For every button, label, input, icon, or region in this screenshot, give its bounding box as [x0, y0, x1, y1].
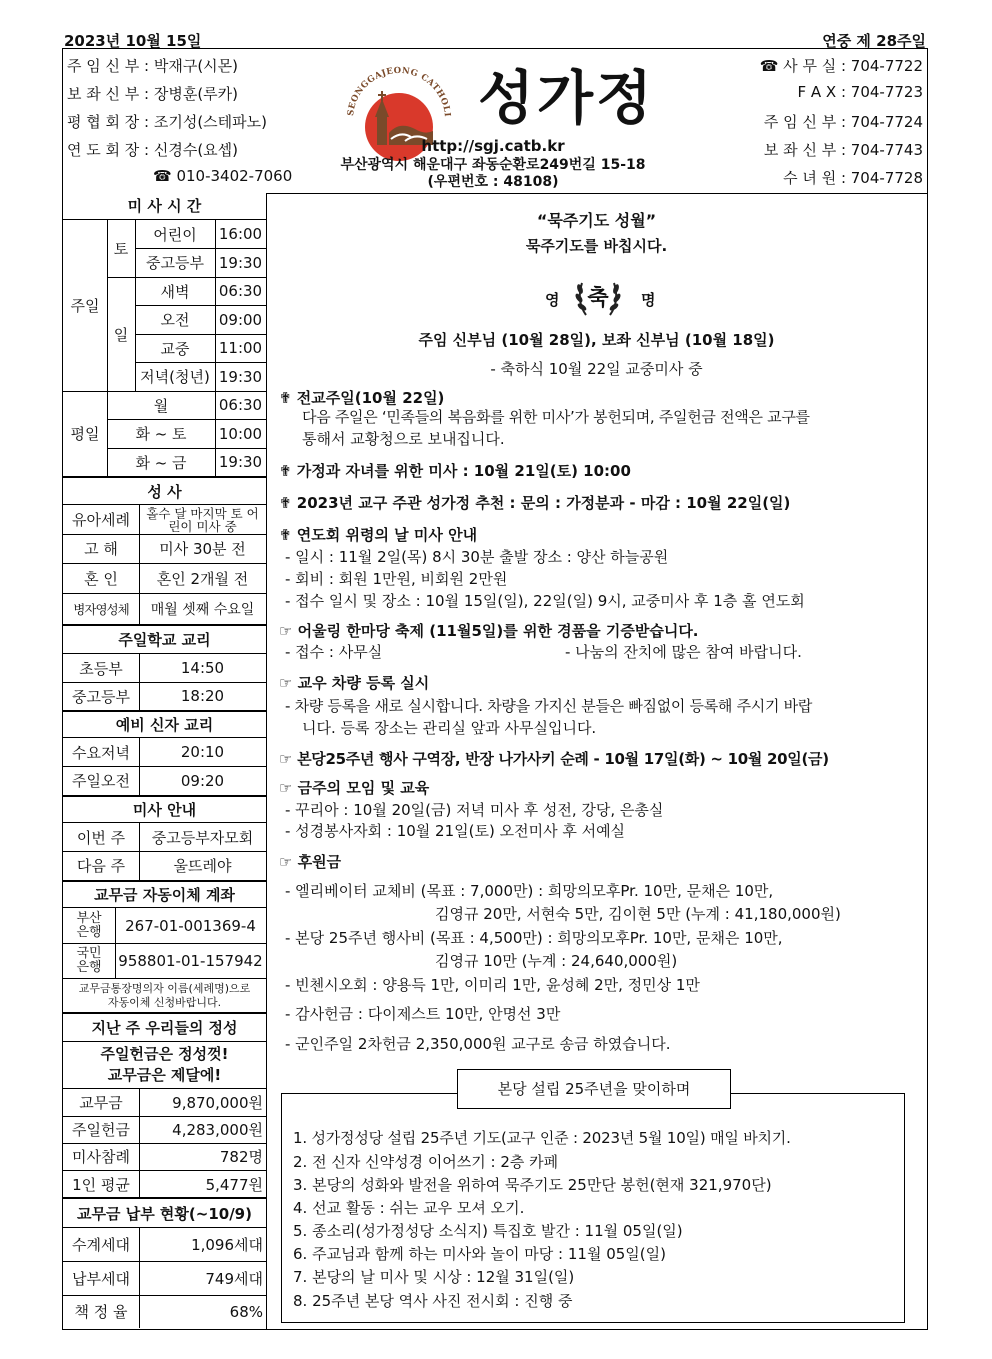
mass-name: 중고등부	[146, 254, 204, 272]
fax-number: F A X : 704-7723	[797, 83, 923, 101]
mass-name: 화 ~ 금	[135, 453, 187, 472]
notice-text: - 성경봉사자회 : 10월 21일(토) 오전미사 후 서예실	[285, 822, 626, 840]
dues-table	[63, 1228, 266, 1328]
class-name: 수요저녁	[72, 743, 130, 762]
dues-title: 교무금 납부 현황(~10/9)	[63, 1197, 266, 1228]
offering-title: 지난 주 우리들의 정성	[63, 1012, 266, 1042]
donation-line: - 빈첸시오회 : 양용득 1만, 이미리 1만, 윤성혜 2만, 정민상 1만	[285, 976, 700, 994]
sunday-school-title: 주일학교 교리	[63, 624, 266, 654]
offering-slogan	[63, 1042, 266, 1088]
account-note-line: 자동이체 신청바랍니다.	[107, 996, 222, 1009]
dues-value: 749세대	[205, 1269, 263, 1288]
notice-text: - 나눔의 잔치에 많은 참여 바랍니다.	[565, 643, 802, 661]
left-sidebar	[62, 193, 267, 1330]
feast-line: 주임 신부님 (10월 28일), 보좌 신부님 (10월 18일)	[418, 331, 775, 349]
offering-value: 782명	[219, 1148, 263, 1166]
church-address: 부산광역시 해운대구 좌동순환로249번길 15-18	[340, 157, 646, 173]
anniversary-item: 6. 주교님과 함께 하는 미사와 놀이 마당 : 11월 05일(일)	[293, 1245, 666, 1263]
notice-heading: ✟ 전교주일(10월 22일)	[279, 389, 445, 407]
mass-times-table	[63, 220, 266, 476]
anniversary-item: 1. 성가정성당 설립 25주년 기도(교구 인준 : 2023년 5월 10일) 매일 바치기.	[293, 1129, 791, 1147]
mass-name: 화 ~ 토	[135, 425, 187, 443]
mass-name: 월	[153, 396, 169, 415]
yeondo-president-line: 연 도 회 장 : 신경수(요셉)	[67, 141, 239, 159]
account-note	[63, 978, 266, 1012]
notice-heading: ✟ 2023년 교구 주관 성가정 추천 : 문의 : 가정분과 - 마감 : 10월 22일(일)	[279, 494, 791, 512]
assistant-pastor-line: 보 좌 신 부 : 장병훈(루카)	[67, 85, 239, 103]
offering-name: 교무금	[79, 1094, 123, 1112]
anniversary-item: 7. 본당의 날 미사 및 시상 : 12월 31일(일)	[293, 1268, 575, 1286]
bank-name: 국민 은행	[76, 945, 102, 975]
header	[62, 48, 928, 194]
notice-heading: ✟ 연도회 위령의 날 미사 안내	[279, 526, 478, 544]
notice-text: - 차량 등록을 새로 실시합니다. 차량을 가지신 분들은 빠짐없이 등록해 주시기 바랍	[285, 697, 813, 715]
council-president-line: 평 협 회 장 : 조기성(스테파노)	[67, 113, 267, 131]
account-number: 267-01-001369-4	[125, 916, 256, 935]
account-note-line: 교무금통장명의자 이름(세례명)으로	[78, 982, 251, 995]
slogan-line: 교무금은 제달에!	[107, 1066, 222, 1084]
class-name: 주일오전	[72, 772, 130, 790]
offering-value: 9,870,000원	[172, 1094, 263, 1112]
anniversary-item: 8. 25주년 본당 역사 사진 전시회 : 진행 중	[293, 1292, 573, 1310]
class-name: 초등부	[79, 659, 123, 678]
dues-name: 수계세대	[72, 1236, 130, 1254]
issue-date: 2023년 10월 15일	[64, 32, 202, 50]
church-title: 성가정	[478, 64, 656, 132]
offering-name: 1인 평균	[72, 1175, 130, 1194]
sacrament-name: 유아세례	[72, 511, 130, 529]
notice-text: - 접수 일시 및 장소 : 10월 15일(일), 22일(일) 9시, 교중미사 후 1층 홀 연도회	[285, 592, 805, 610]
class-time: 20:10	[180, 743, 225, 761]
offering-name: 주일헌금	[72, 1121, 130, 1139]
sacrament-name: 고 해	[84, 540, 118, 558]
dues-name: 책 정 율	[74, 1303, 128, 1321]
notice-heading: ☞ 어울링 한마당 축제 (11월5일)를 위한 경품을 기증받습니다.	[279, 622, 699, 640]
mass-name: 저녁(청년)	[140, 368, 210, 386]
mass-name: 교중	[160, 339, 190, 358]
donation-line: 김영규 20만, 서현숙 5만, 김이현 5만 (누계 : 41,180,000원)	[435, 905, 841, 923]
mass-name: 오전	[160, 311, 190, 329]
notice-text: 다음 주일은 ‘민족들의 복음화를 위한 미사’가 봉헌되며, 주일헌금 전액은 교구를	[302, 408, 810, 426]
mass-time: 19:30	[218, 253, 263, 272]
notice-heading: ✟ 가정과 자녀를 위한 미사 : 10월 21일(토) 10:00	[279, 462, 631, 480]
mass-time: 16:00	[218, 225, 263, 243]
sacrament-value: 미사 30분 전	[159, 540, 246, 558]
anniversary-title: 본당 설립 25주년을 맞이하며	[457, 1069, 731, 1109]
dues-value: 68%	[229, 1302, 263, 1321]
office-phone: ☎ 사 무 실 : 704-7722	[759, 57, 923, 75]
anniversary-item: 3. 본당의 성화와 발전을 위하여 묵주기도 25만단 봉헌(현재 321,970단)	[293, 1176, 772, 1194]
guide-group: 울뜨레야	[173, 857, 232, 875]
mass-time: 19:30	[218, 453, 263, 471]
weekday-label: 평일	[70, 425, 100, 443]
donation-line: - 본당 25주년 행사비 (목표 : 4,500만) : 희망의모후Pr. 10만, 문채은 10만,	[285, 929, 783, 947]
sacraments-table	[63, 505, 266, 624]
guide-week: 이번 주	[76, 828, 126, 847]
donation-line: 김영규 10만 (누계 : 24,640,000원)	[435, 952, 678, 970]
anniversary-item: 5. 종소리(성가정성당 소식지) 특집호 발간 : 11월 05일(일)	[293, 1222, 683, 1240]
sacraments-title: 성 사	[63, 476, 266, 505]
sunday-label: 주일	[70, 297, 100, 315]
notice-text: 통해서 교황청으로 보내집니다.	[302, 430, 505, 448]
feast-right: 명	[641, 291, 656, 309]
catechumen-table	[63, 738, 266, 795]
sacrament-value: 홀수 달 마지막 토 어린이 미사 중	[146, 505, 259, 534]
mass-time: 06:30	[218, 396, 263, 414]
notice-heading: ☞ 금주의 모임 및 교육	[279, 779, 430, 797]
donation-line: - 엘리베이터 교체비 (목표 : 7,000만) : 희망의모후Pr. 10만, 문채은 10만,	[285, 882, 774, 900]
feast-sub: - 축하식 10월 22일 교중미사 중	[490, 360, 703, 378]
notice-text: - 일시 : 11월 2일(목) 8시 30분 출발 장소 : 양산 하늘공원	[285, 548, 669, 566]
sacrament-value: 매월 셋째 수요일	[150, 601, 255, 618]
sacrament-name: 병자영성체	[73, 601, 129, 617]
sunday-school-table	[63, 654, 266, 710]
notice-text: - 꾸리아 : 10월 20일(금) 저녁 미사 후 성전, 강당, 은총실	[285, 801, 664, 819]
mass-guide-table	[63, 823, 266, 880]
mass-name: 어린이	[153, 225, 197, 244]
svg-text:SEONGGAJEONG CATHOLIC CHURCH: SEONGGAJEONG CATHOLI	[346, 65, 452, 118]
class-time: 14:50	[180, 659, 225, 677]
notice-heading: ☞ 교우 차량 등록 실시	[279, 674, 430, 692]
main-content	[267, 193, 928, 1330]
assistant-phone: 보 좌 신 부 : 704-7743	[763, 141, 923, 159]
anniversary-item: 2. 전 신자 신약성경 이어쓰기 : 2층 카페	[293, 1153, 559, 1171]
offering-value: 4,283,000원	[172, 1121, 263, 1139]
main-subheading: 묵주기도를 바칩시다.	[525, 237, 668, 255]
offering-name: 미사참례	[72, 1148, 130, 1166]
pastor-phone: 주 임 신 부 : 704-7724	[763, 113, 923, 131]
postal-code: (우편번호 : 48108)	[427, 174, 559, 190]
notice-heading: ☞ 본당25주년 행사 구역장, 반장 나가사키 순례 - 10월 17일(화) ~ 10월 20일(금)	[279, 750, 829, 768]
website-url[interactable]: http://sgj.catb.kr	[421, 137, 565, 155]
slogan-line: 주일헌금은 정성껏!	[100, 1045, 229, 1063]
mass-name: 새벽	[160, 282, 190, 301]
sacrament-value: 혼인 2개월 전	[156, 569, 249, 588]
offering-table	[63, 1088, 266, 1197]
notice-heading: ☞ 후원금	[279, 853, 342, 871]
anniversary-item: 4. 선교 활동 : 쉬는 교우 모셔 오기.	[293, 1199, 525, 1217]
notice-text: - 회비 : 회원 1만원, 비회원 2만원	[285, 570, 508, 588]
account-title: 교무금 자동이체 계좌	[63, 880, 266, 908]
account-table	[63, 908, 266, 978]
notice-text: - 접수 : 사무실	[285, 643, 383, 661]
mass-time: 10:00	[218, 424, 263, 443]
catechumen-title: 예비 신자 교리	[63, 710, 266, 738]
convent-phone: 수 녀 원 : 704-7728	[783, 169, 923, 187]
mass-time: 19:30	[218, 367, 263, 386]
class-name: 중고등부	[72, 687, 130, 706]
sunday-day-label: 일	[113, 325, 129, 344]
mass-times-title: 미 사 시 간	[63, 193, 266, 220]
bank-name: 부산 은행	[76, 910, 102, 940]
notice-text: 니다. 등록 장소는 관리실 앞과 사무실입니다.	[302, 719, 597, 737]
top-line	[62, 28, 928, 50]
dues-name: 납부세대	[72, 1269, 130, 1288]
main-heading: “묵주기도 성월”	[536, 211, 657, 230]
guide-week: 다음 주	[76, 857, 126, 875]
yeondo-phone: ☎ 010-3402-7060	[153, 167, 293, 185]
donation-line: - 감사헌금 : 다이제스트 10만, 안명선 3만	[285, 1005, 561, 1023]
class-time: 09:20	[180, 771, 225, 790]
mass-guide-title: 미사 안내	[63, 795, 266, 823]
class-time: 18:20	[180, 687, 225, 705]
pastor-line: 주 임 신 부 : 박재구(시몬)	[67, 57, 239, 75]
mass-time: 09:00	[218, 310, 263, 329]
feast-left: 영	[545, 291, 560, 309]
donation-line: - 군인주일 2차헌금 2,350,000원 교구로 송금 하였습니다.	[285, 1035, 671, 1053]
account-number: 958801-01-157942	[118, 951, 263, 970]
feast-mid: 축	[587, 286, 609, 311]
offering-value: 5,477원	[205, 1175, 263, 1194]
mass-time: 06:30	[218, 282, 263, 300]
liturgical-week: 연중 제 28주일	[822, 32, 926, 50]
dues-value: 1,096세대	[191, 1236, 263, 1254]
sacrament-name: 혼 인	[84, 569, 118, 588]
saturday-label: 토	[113, 240, 129, 258]
mass-time: 11:00	[218, 339, 263, 357]
guide-group: 중고등부자모회	[151, 828, 254, 847]
